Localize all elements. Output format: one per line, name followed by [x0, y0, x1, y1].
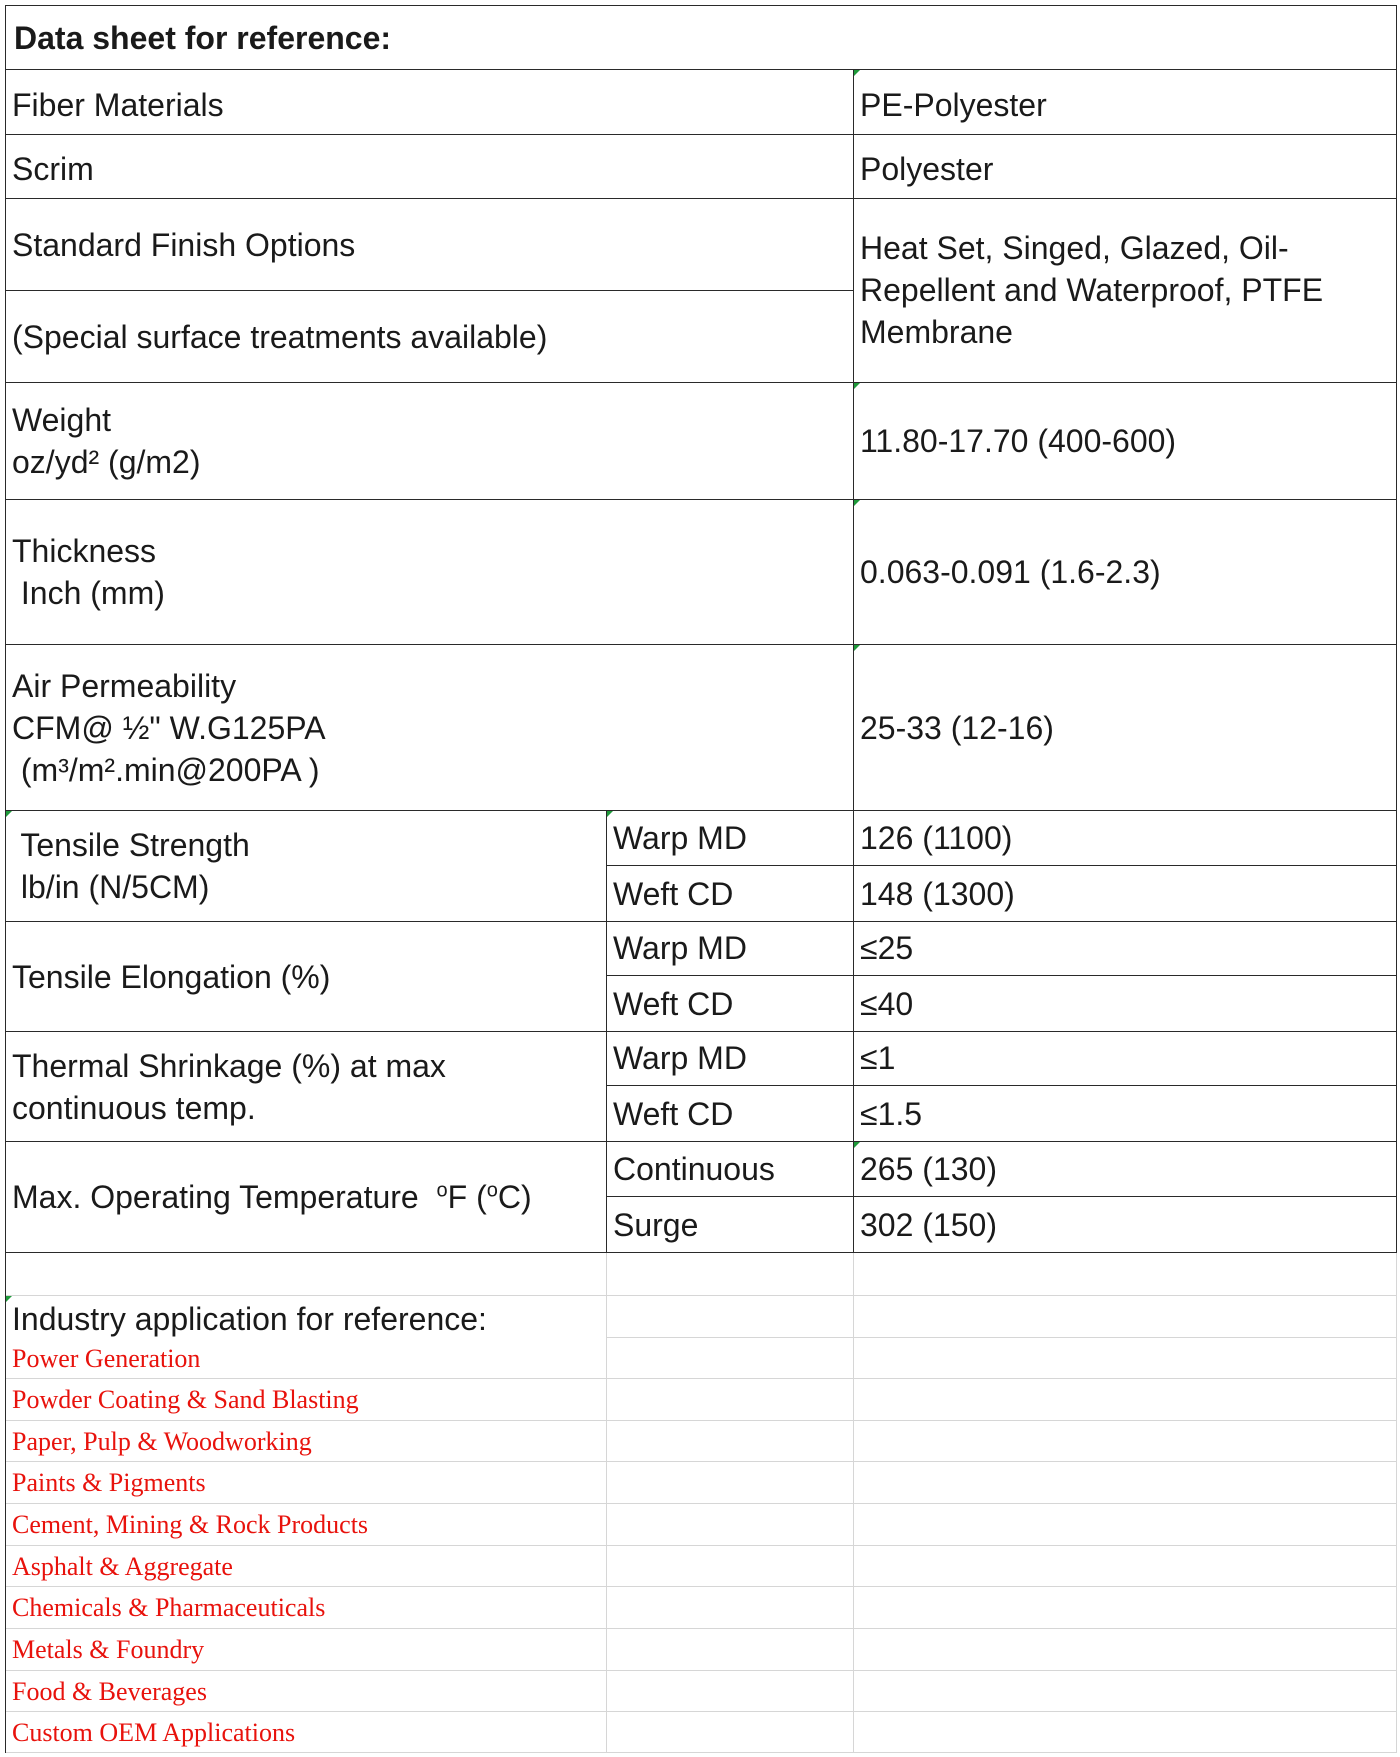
industry-item — [6, 1504, 606, 1545]
finish-options-value-line: Heat Set, Singed, Glazed, Oil- — [860, 230, 1289, 266]
tensile-warp-value-text: 126 (1100) — [860, 820, 1013, 856]
temp-continuous-value-text: 265 (130) — [860, 1151, 997, 1187]
weight-label-line: Weight — [12, 402, 112, 438]
tensile-warp-value — [854, 811, 1396, 865]
air-permeability-label — [6, 645, 853, 810]
weight-value-text: 11.80-17.70 (400-600) — [860, 423, 1177, 459]
thickness-label-line: Thickness — [12, 533, 157, 569]
shrinkage-weft-label — [607, 1086, 853, 1141]
temp-continuous-value — [854, 1142, 1396, 1196]
industry-item — [6, 1462, 606, 1503]
table-border — [1396, 5, 1397, 1253]
thickness-label-lines — [12, 530, 165, 614]
elongation-label-text: Tensile Elongation (%) — [12, 958, 331, 995]
sheet-title-text: Data sheet for reference: — [14, 19, 392, 56]
weight-label — [6, 383, 853, 499]
weight-label-lines — [12, 399, 200, 483]
operating-temp-unit-c: C) — [497, 1179, 532, 1215]
air-permeability-label-line: Air Permeability — [12, 667, 237, 704]
industry-item-text: Asphalt & Aggregate — [12, 1551, 233, 1581]
finish-options-value — [854, 199, 1396, 382]
industry-item-text: Powder Coating & Sand Blasting — [12, 1384, 359, 1414]
shrinkage-weft-label-text: Weft CD — [613, 1096, 734, 1132]
scrim-label-text: Scrim — [12, 151, 94, 187]
weight-label-line: oz/yd² (g/m2) — [12, 444, 201, 480]
fiber-materials-label-text: Fiber Materials — [12, 87, 224, 123]
scrim-value-text: Polyester — [860, 151, 994, 187]
thickness-value — [854, 500, 1396, 644]
tensile-weft-value — [854, 866, 1396, 921]
shrinkage-warp-label-text: Warp MD — [613, 1040, 747, 1076]
tensile-warp-label-text: Warp MD — [613, 820, 747, 856]
industry-item-text: Paper, Pulp & Woodworking — [12, 1426, 312, 1456]
shrinkage-label-line: continuous temp. — [12, 1089, 256, 1126]
industry-item — [6, 1338, 606, 1379]
shrinkage-weft-value-text: ≤1.5 — [860, 1096, 923, 1132]
fiber-materials-value — [854, 70, 1396, 134]
elongation-weft-label — [607, 976, 853, 1031]
finish-options-label — [6, 199, 853, 290]
elongation-weft-value-text: ≤40 — [860, 986, 914, 1022]
tensile-strength-label-line: Tensile Strength — [12, 827, 250, 863]
finish-options-sublabel-text: (Special surface treatments available) — [12, 318, 548, 355]
tensile-weft-label-text: Weft CD — [613, 876, 734, 912]
industry-item — [6, 1546, 606, 1587]
weight-value — [854, 383, 1396, 499]
industry-item — [6, 1629, 606, 1670]
tensile-strength-label-line: lb/in (N/5CM) — [12, 869, 210, 905]
tensile-weft-value-text: 148 (1300) — [860, 876, 1015, 912]
industry-item — [6, 1671, 606, 1712]
shrinkage-warp-value-text: ≤1 — [860, 1040, 896, 1076]
operating-temp-unit-f: F ( — [447, 1179, 487, 1215]
temp-continuous-label-text: Continuous — [613, 1151, 775, 1187]
temp-surge-label-text: Surge — [613, 1207, 699, 1243]
elongation-weft-value — [854, 976, 1396, 1031]
thickness-value-text: 0.063-0.091 (1.6-2.3) — [860, 554, 1161, 590]
operating-temp-label — [6, 1142, 606, 1252]
shrinkage-label-lines — [12, 1045, 446, 1129]
thickness-label — [6, 500, 853, 644]
tensile-weft-label — [607, 866, 853, 921]
industry-item — [6, 1421, 606, 1462]
degree-symbol: o — [436, 1179, 448, 1202]
thickness-label-line: Inch (mm) — [12, 575, 165, 611]
shrinkage-label — [6, 1032, 606, 1141]
industry-item-text: Paints & Pigments — [12, 1467, 206, 1497]
air-permeability-label-lines — [12, 665, 326, 791]
fiber-materials-value-text: PE-Polyester — [860, 87, 1047, 123]
elongation-warp-value — [854, 922, 1396, 975]
temp-surge-value — [854, 1197, 1396, 1252]
industry-item-text: Metals & Foundry — [12, 1634, 205, 1664]
industry-item — [6, 1379, 606, 1420]
industry-heading — [6, 1296, 606, 1338]
finish-options-sublabel — [6, 291, 853, 382]
elongation-warp-value-text: ≤25 — [860, 930, 914, 966]
table-border — [5, 1252, 1396, 1253]
air-permeability-label-line: (m³/m².min@200PA ) — [12, 751, 320, 788]
air-permeability-value-text: 25-33 (12-16) — [860, 709, 1054, 746]
elongation-label — [6, 922, 606, 1031]
operating-temp-label-text — [12, 1176, 532, 1218]
shrinkage-label-line: Thermal Shrinkage (%) at max — [12, 1047, 446, 1084]
sheet-title — [6, 6, 1396, 69]
air-permeability-label-line: CFM@ ½" W.G125PA — [12, 709, 326, 746]
shrinkage-weft-value — [854, 1086, 1396, 1141]
air-permeability-value — [854, 645, 1396, 810]
industry-item — [6, 1712, 606, 1753]
degree-symbol: o — [486, 1179, 498, 1202]
temp-surge-label — [607, 1197, 853, 1252]
finish-options-label-text: Standard Finish Options — [12, 226, 356, 263]
tensile-strength-label-lines — [12, 824, 250, 908]
industry-item-text: Custom OEM Applications — [12, 1717, 296, 1747]
shrinkage-warp-label — [607, 1032, 853, 1085]
elongation-warp-label — [607, 922, 853, 975]
finish-options-value-line: Membrane — [860, 314, 1013, 350]
industry-item-text: Cement, Mining & Rock Products — [12, 1509, 369, 1539]
industry-item-text: Chemicals & Pharmaceuticals — [12, 1592, 326, 1622]
gridline — [606, 1337, 1396, 1338]
operating-temp-label-prefix: Max. Operating Temperature — [12, 1179, 437, 1215]
finish-options-value-line: Repellent and Waterproof, PTFE — [860, 272, 1324, 308]
scrim-label — [6, 135, 853, 198]
tensile-strength-label — [6, 811, 606, 921]
scrim-value — [854, 135, 1396, 198]
industry-item-text: Food & Beverages — [12, 1676, 207, 1706]
temp-surge-value-text: 302 (150) — [860, 1207, 997, 1243]
industry-heading-text: Industry application for reference: — [12, 1301, 487, 1337]
fiber-materials-label — [6, 70, 853, 134]
elongation-warp-label-text: Warp MD — [613, 930, 747, 966]
industry-item — [6, 1587, 606, 1628]
gridline — [1396, 1253, 1397, 1753]
tensile-warp-label — [607, 811, 853, 865]
elongation-weft-label-text: Weft CD — [613, 986, 734, 1022]
industry-item-text: Power Generation — [12, 1343, 201, 1373]
temp-continuous-label — [607, 1142, 853, 1196]
shrinkage-warp-value — [854, 1032, 1396, 1085]
